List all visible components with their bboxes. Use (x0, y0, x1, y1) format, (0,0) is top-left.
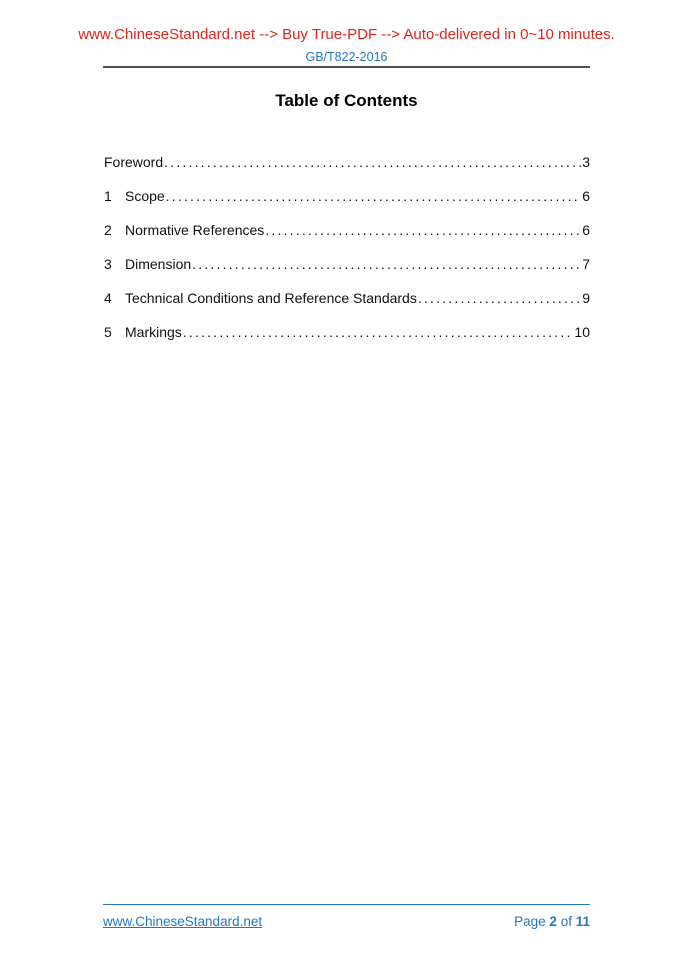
page-indicator-of: of (560, 914, 572, 929)
toc-entry-number: 1 (104, 188, 112, 204)
footer-website-link[interactable]: www.ChineseStandard.net (103, 914, 263, 929)
toc-dot-leader (164, 150, 581, 174)
footer-divider (103, 904, 590, 905)
toc-entry-page-number: 9 (582, 290, 590, 306)
toc-entry-label: Foreword (104, 154, 164, 170)
toc-entry[interactable] (104, 286, 590, 320)
standard-code: GB/T822-2016 (305, 50, 388, 64)
toc-dot-leader (265, 218, 581, 242)
toc-entry-number: 2 (104, 222, 112, 238)
toc-entry[interactable] (104, 150, 590, 184)
page-current: 2 (549, 914, 557, 929)
toc-entry-label: Scope (125, 188, 165, 204)
header-purchase-notice: www.ChineseStandard.net --> Buy True-PDF --> Auto-delivered in 0~10 minutes. (78, 26, 615, 43)
toc-entry-page-number: 3 (582, 154, 590, 170)
toc-entry-number: 3 (104, 256, 112, 272)
toc-entry[interactable] (104, 320, 590, 354)
toc-entry-page-number: 10 (574, 324, 590, 340)
toc-entry-page-number: 7 (582, 256, 590, 272)
toc-list (104, 150, 590, 354)
footer (103, 914, 590, 929)
page-indicator-prefix: Page (514, 914, 546, 929)
toc-entry-label: Technical Conditions and Reference Standards (125, 290, 417, 306)
toc-dot-leader (183, 320, 574, 344)
toc-entry-page-number: 6 (582, 222, 590, 238)
toc-entry-label: Dimension (125, 256, 192, 272)
toc-entry[interactable] (104, 184, 590, 218)
toc-entry-number: 5 (104, 324, 112, 340)
toc-entry[interactable] (104, 218, 590, 252)
header-divider (103, 66, 590, 68)
toc-entry-label: Normative References (125, 222, 265, 238)
toc-entry-page-number: 6 (582, 188, 590, 204)
toc-entry-label: Markings (125, 324, 182, 340)
page-indicator (514, 914, 590, 929)
page-total: 11 (575, 914, 590, 929)
page-title: Table of Contents (275, 91, 418, 110)
toc-dot-leader (166, 184, 582, 208)
toc-entry[interactable] (104, 252, 590, 286)
toc-dot-leader (418, 286, 581, 310)
toc-dot-leader (192, 252, 581, 276)
toc-entry-number: 4 (104, 290, 112, 306)
